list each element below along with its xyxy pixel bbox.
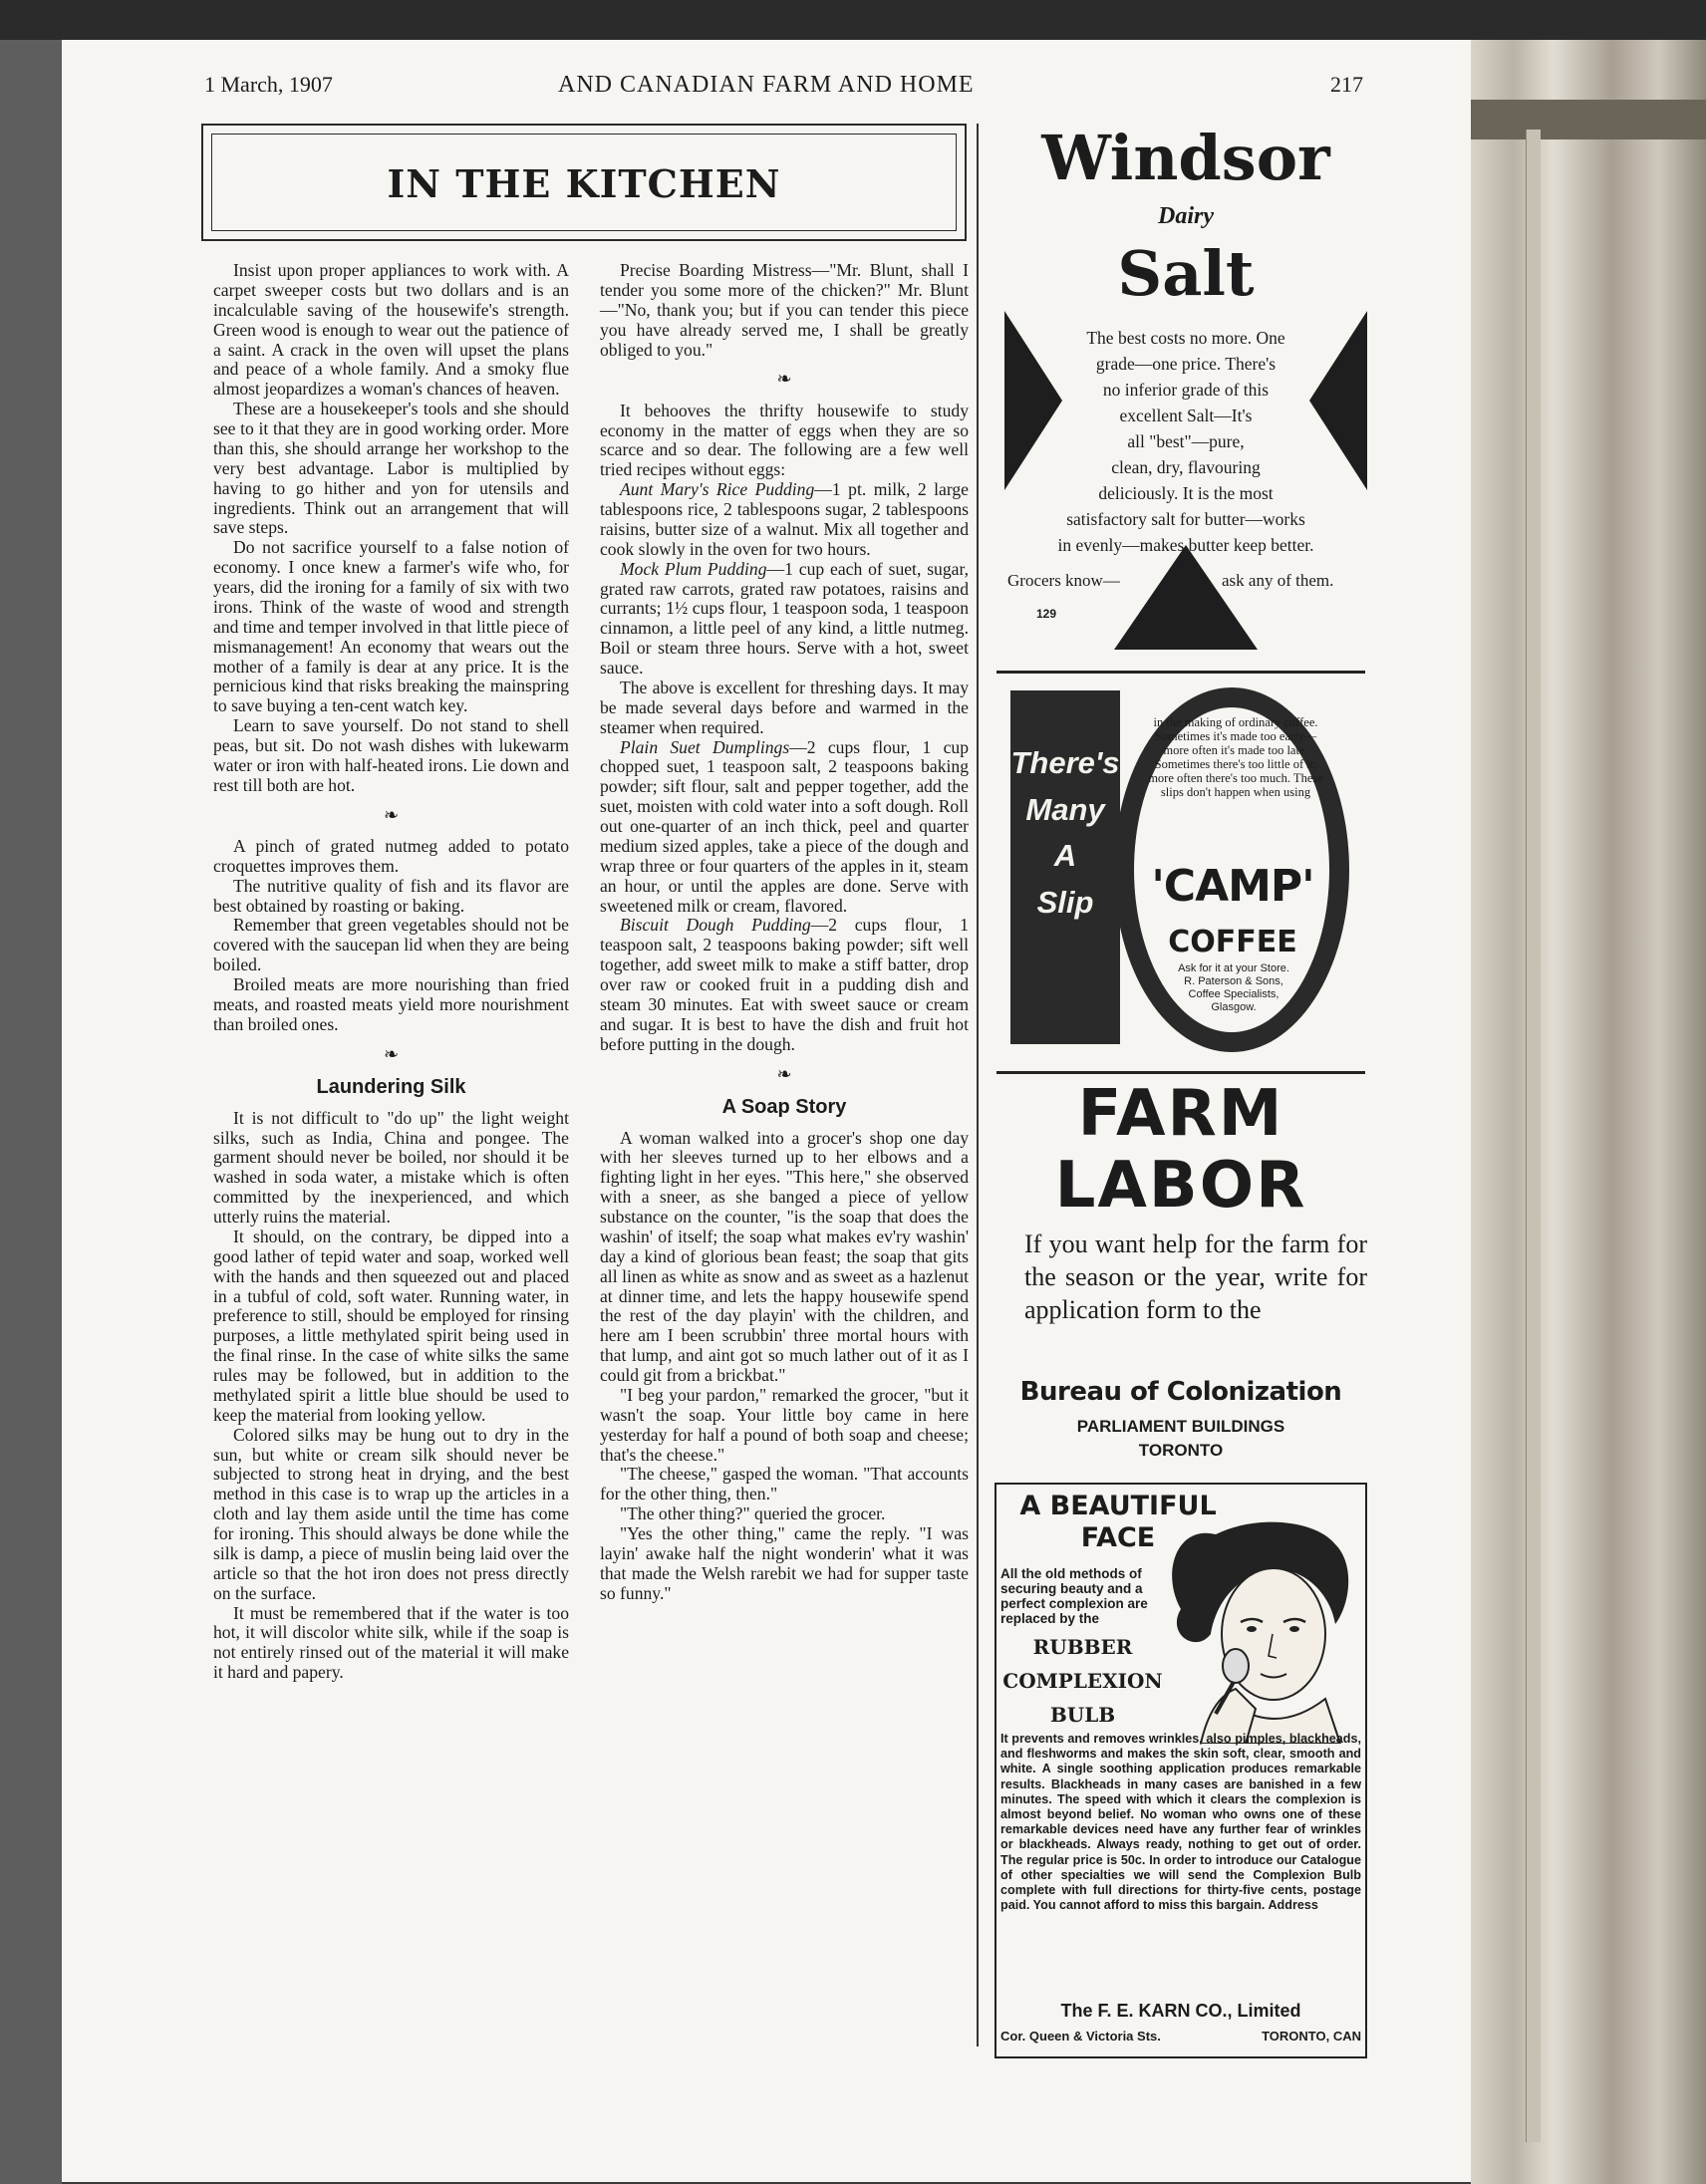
recipe-title: Biscuit Dough Pudding [620, 915, 811, 936]
running-header-title: AND CANADIAN FARM AND HOME [558, 72, 975, 98]
bureau-address: PARLIAMENT BUILDINGS [1076, 1417, 1285, 1436]
windsor-copy: The best costs no more. One grade—one price. There's no inferior grade of this excellent Salt—It's all "best"—pure, clean, dry, flavouring deliciously. It is the most satisfactory salt for butter—works in evenly—makes butter keep better. [1057, 328, 1314, 555]
paragraph: The nutritive quality of fish and its flavor are best obtained by roasting or baking. [213, 875, 569, 916]
windsor-grocers-left: Grocers know— [1007, 571, 1120, 590]
windsor-brand: Windsor [1041, 122, 1330, 194]
paragraph: It is not difficult to "do up" the light weight silks, such as India, China and pongee. The garment should never be boiled, nor should it be washed in soda water, a mistake which is often committed by the inexperienced, and which utterly ruins the material. [213, 1107, 569, 1227]
flourish-ornament: ❧ [383, 804, 400, 825]
bureau-city: TORONTO [1138, 1441, 1224, 1460]
paragraph: "I beg your pardon," remarked the grocer, "but it wasn't the soap. Your little boy came in here yesterday for half a pound of both soap and cheese; that's the cheese." [600, 1384, 969, 1465]
paragraph: A woman walked into a grocer's shop one day with her sleeves turned up to her elbows and a fighting light in her eyes. "This here," she observed with a sneer, as she banged a piece of yellow substance on the counter, "is the soap that does the washin' of itself; the soap what makes ev'ry washin' day a kind of glorious bean feast; the soap that gits all linen as white as snow and as sweet as a hazlenut at dinner time, and lets the happy housewife spend the rest of the day playin' with the children, and here am I been scrubbin' three mortal hours with that lump, and aint got so much lather out of it as I could git from a brickbat." [600, 1127, 969, 1385]
farm-heading: FARM [1077, 1077, 1284, 1151]
windsor-salt: Salt [1117, 237, 1255, 310]
paragraph: "The other thing?" queried the grocer. [620, 1503, 886, 1524]
paragraph: "The cheese," gasped the woman. "That accounts for the other thing, then." [600, 1464, 969, 1504]
camp-fine-print: Ask for it at your Store. R. Paterson & Sons, Coffee Specialists, Glasgow. [1178, 962, 1289, 1013]
recipe-paragraph: Biscuit Dough Pudding—2 cups flour, 1 teaspoon salt, 2 teaspoons baking powder; sift well together, add sweet milk to make a stiff batter, drop over raw or cooked fruit in a pudding dish and steam 30 minutes. Eat with sweet sauce or cream and sugar. It is best to have the dish and fruit hot before putting in the dough. [600, 915, 969, 1054]
face-ad-heading: A BEAUTIFUL FACE [1019, 1491, 1217, 1553]
book-binding-edge [1471, 40, 1706, 2184]
flourish-ornament: ❧ [383, 1043, 400, 1064]
camp-product: COFFEE [1168, 925, 1297, 959]
face-ad-intro: All the old methods of securing beauty and a perfect complexion are replaced by the [1000, 1566, 1148, 1626]
recipe-paragraph: Mock Plum Pudding—1 cup each of suet, sugar, grated raw carrots, grated raw potatoes, raisins and currants; 1½ cups flour, 1 teaspoon soda, 1 teaspoon cinnamon, a little peel of any kind, a little nutmeg. Boil or steam three hours. Serve with a hot, sweet sauce. [600, 558, 969, 679]
paragraph: It behooves the thrifty housewife to study economy in the matter of eggs when they are so scarce and so dear. The following are a few well tried recipes without eggs: [600, 400, 969, 480]
paragraph: Insist upon proper appliances to work with. A carpet sweeper costs but two dollars and is an incalculable saving of the housewife's strength. Green wood is enough to wear out the patience of a saint. A crack in the oven will upset the plans and peace of a whole family. And a smoky flue almost jeopardizes a woman's chances of heaven. [213, 260, 569, 400]
windsor-dairy: Dairy [1158, 203, 1214, 229]
paragraph: A pinch of grated nutmeg added to potato croquettes improves them. [213, 835, 569, 876]
paragraph: Remember that green vegetables should not be covered with the saucepan lid when they are being boiled. [213, 915, 569, 975]
camp-slogan-bar: There's Many A Slip [1010, 690, 1120, 1044]
paragraph: The above is excellent for threshing days. It may be made several days before and warmed in the steamer when required. [600, 677, 969, 737]
bureau-name: Bureau of Colonization [1019, 1377, 1342, 1407]
scan-background-left [0, 40, 62, 2184]
subheading-soap-story: A Soap Story [721, 1095, 847, 1118]
paragraph: Precise Boarding Mistress—"Mr. Blunt, shall I tender you some more of the chicken?" Mr. Blunt—"No, thank you; but if you can tender this piece you have already served me, I shall be greatly obliged to you." [600, 260, 969, 360]
column-divider [977, 124, 979, 2047]
article-column-2 [600, 261, 969, 1604]
ad-separator [996, 671, 1365, 674]
ad-number: 129 [1036, 607, 1057, 621]
subheading-laundering-silk: Laundering Silk [316, 1076, 466, 1099]
flourish-ornament: ❧ [776, 1063, 792, 1084]
camp-brand: 'CAMP' [1151, 861, 1314, 912]
company-name: The F. E. KARN CO., Limited [1060, 2001, 1301, 2021]
recipe-title: Plain Suet Dumplings [620, 736, 790, 757]
running-header-date: 1 March, 1907 [204, 72, 333, 97]
paragraph: "Yes the other thing," came the reply. "I was layin' awake half the night wonderin' what it was that made the Welsh rarebit we had for supper taste so funny." [600, 1523, 969, 1603]
flourish-ornament: ❧ [776, 369, 792, 390]
paragraph: These are a housekeeper's tools and she should see to it that they are in good working order. More than this, she should arrange her workshop to the very best advantage. Labor is multiplied by having to go hither and yon for utensils and ingredients. Think out an arrangement that will save steps. [213, 399, 569, 538]
paragraph: Learn to save yourself. Do not stand to shell peas, but sit. Do not wash dishes with lukewarm water or iron with half-heated irons. Lie down and rest till both are hot. [213, 715, 569, 795]
paragraph: Broiled meats are more nourishing than fried meats, and roasted meats yield more nourishment than broiled ones. [213, 974, 569, 1034]
camp-small-text: in the making of ordinary coffee. Sometimes it's made too early—more often it's made too late. Sometimes there's too little of it, more often there's too much. These slips don't happen when using [1148, 715, 1323, 799]
recipe-paragraph: Aunt Mary's Rice Pudding—1 pt. milk, 2 large tablespoons rice, 2 tablespoons sugar, 2 tablespoons raisins, butter size of a walnut. Mix all together and cook slowly in the oven for two hours. [600, 479, 969, 559]
windsor-grocers-right: ask any of them. [1222, 571, 1334, 590]
rubber-bulb-title: RUBBER COMPLEXION BULB [1002, 1635, 1163, 1727]
face-ad-body: It prevents and removes wrinkles, also pimples, blackheads, and fleshworms and makes the skin soft, clear, smooth and white. A single soothing application produces remarkable results. Blackheads in many cases are banished in a few minutes. The speed with which it clears the complexion is almost beyond belief. No woman who owns one of these remarkable devices need have any further fear of wrinkles or blackheads. Always ready, nothing to get out of order. The regular price is 50c. In order to introduce our Catalogue of other specialties we will send the Complexion Bulb complete with full directions for thirty-five cents, postage paid. You cannot afford to miss this bargain. Address [1000, 1732, 1361, 1913]
paragraph: It must be remembered that if the water is too hot, it will discolor white silk, while if the soap is not entirely rinsed out of the material it will make it hard and papery. [213, 1602, 569, 1683]
paragraph: It should, on the contrary, be dipped into a good lather of tepid water and soap, worked well with the hands and then squeezed out and placed in a tubful of cold, soft water. Running water, in preference to still, should be employed for rinsing purposes, a little methylated spirit being used in the final rinse. In the case of white silks the same rules may be followed, but in addition to the methylated spirit a little blue should be used to keep the material from looking yellow. [213, 1226, 569, 1425]
ad-separator [996, 1071, 1365, 1074]
article-column-1 [213, 261, 569, 1683]
labor-heading: LABOR [1054, 1149, 1307, 1223]
woman-portrait-illustration [1156, 1514, 1365, 1744]
farm-labor-copy: If you want help for the farm for the season or the year, write for application form to the [1024, 1229, 1367, 1324]
paragraph: Colored silks may be hung out to dry in the sun, but white or cream silk should never be subjected to strong heat in drying, and the best method in this case is to wrap up the articles in a cloth and lay them aside until the time has come for ironing. This should always be done while the silk is damp, a piece of muslin being laid over the article so that the hot iron does not press directly on the surface. [213, 1424, 569, 1603]
page-number: 217 [1330, 72, 1363, 97]
recipe-title: Aunt Mary's Rice Pudding [620, 479, 815, 500]
company-address: Cor. Queen & Victoria Sts. TORONTO, CAN [1000, 2029, 1361, 2044]
paragraph: Do not sacrifice yourself to a false notion of economy. I once knew a farmer's wife who, for years, did the ironing for a family of six with two irons. Think of the waste of wood and strength and time and temper involved in that little piece of mismanagement! An economy that wears out the mother of a family is dear at any price. It is the pernicious kind that risks breaking the mainspring to save buying a ten-cent watch key. [213, 537, 569, 716]
recipe-title: Mock Plum Pudding [620, 558, 767, 579]
scan-background-top [0, 0, 1706, 40]
section-title-box [201, 124, 967, 241]
recipe-paragraph: Plain Suet Dumplings—2 cups flour, 1 cup chopped suet, 1 teaspoon salt, 2 teaspoons baking powder; sift flour, salt and pepper together, add the suet, moisten with cold water into a soft dough. Roll out one-quarter of an inch thick, peel and quarter medium sized apples, take a piece of the dough and wrap three or four quarters of the apples in it, steam an hour, or until the apples are done. Serve with sweetened milk or cream, flavored. [600, 736, 969, 916]
section-title: IN THE KITCHEN [387, 161, 781, 206]
